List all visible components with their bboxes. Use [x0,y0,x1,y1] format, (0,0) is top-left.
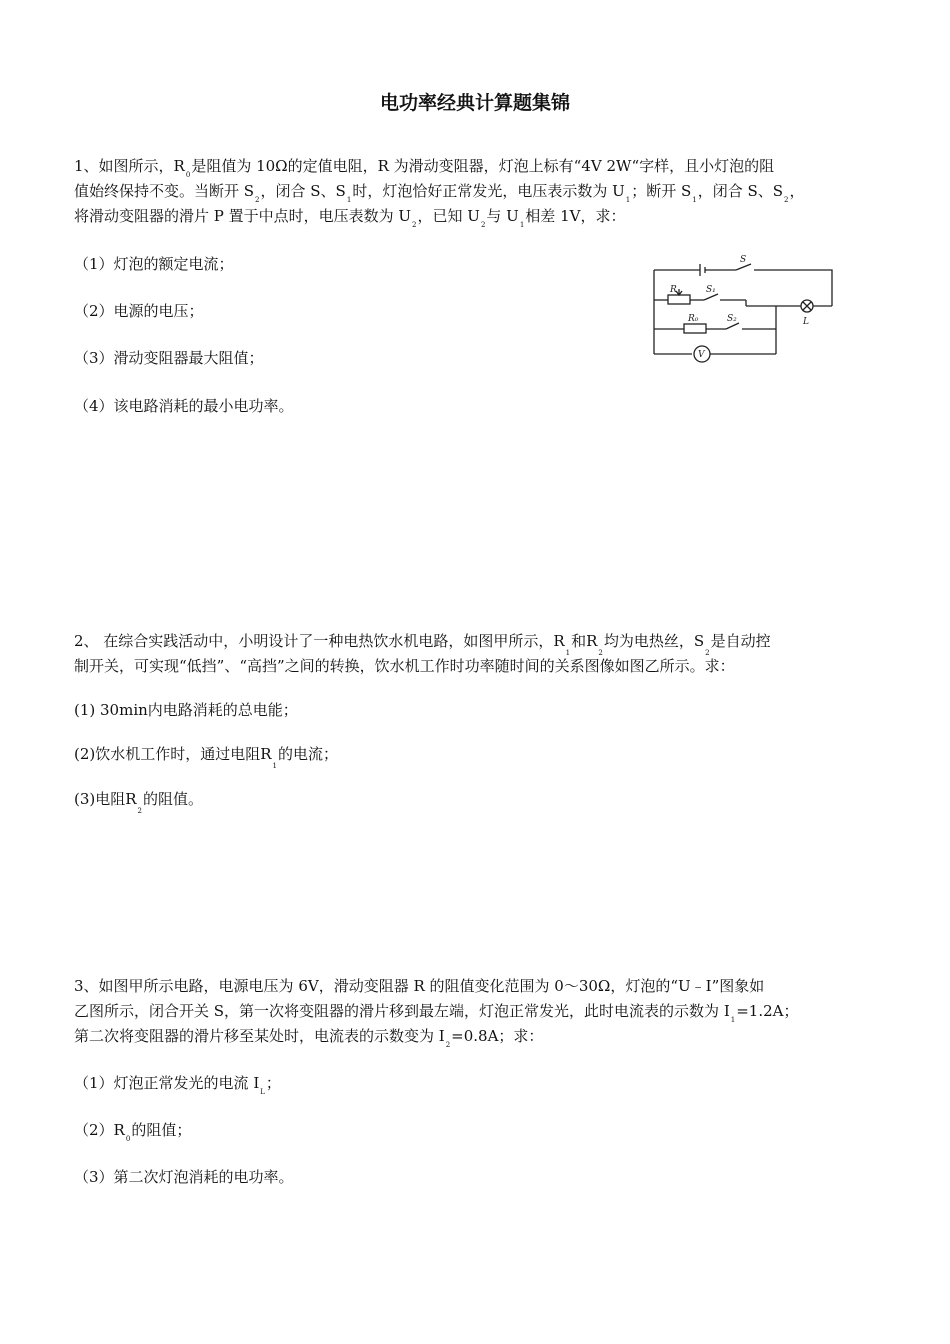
q3-line-2: 乙图所示，闭合开关 S，第一次将变阻器的滑片移到最左端，灯泡正常发光，此时电流表的示数为 $I_1=1.2A$； [74,1002,799,1024]
q2-item-3: (3)电阻$R_2$的阻值。 [74,790,204,815]
circuit-label-r: R [670,285,677,295]
q1-circuit-diagram [648,254,843,366]
q3-item-3: （3）第二次灯泡消耗的电功率。 [74,1168,294,1186]
q1-item-1: （1）灯泡的额定电流； [74,255,234,273]
q1-item-2: （2）电源的电压； [74,302,204,320]
circuit-label-l: L [803,317,809,327]
circuit-label-s1: S₁ [706,285,716,295]
circuit-label-s2: S₂ [727,314,737,324]
q3-line-3: 第二次将变阻器的滑片移至某处时，电流表的示数变为 $I_2=0.8A$；求： [74,1027,544,1049]
q1-item-4: （4）该电路消耗的最小电功率。 [74,397,294,415]
q1-item-3: （3）滑动变阻器最大阻值； [74,349,264,367]
q2-item-2: (2)饮水机工作时，通过电阻$R_1$的电流； [74,745,339,770]
page-title: 电功率经典计算题集锦 [379,92,570,114]
q3-item-1: （1）灯泡正常发光的电流 $I_L$； [74,1074,281,1096]
q1-line-3: 将滑动变阻器的滑片 P 置于中点时，电压表数为 $U_2$，已知 $U_2$与 $U_1$相差 1V，求： [74,207,626,229]
circuit-label-s: S [740,255,747,265]
circuit-label-v: V [698,350,705,360]
q2-line-1: 2、 在综合实践活动中，小明设计了一种电热饮水机电路，如图甲所示，$R_1$和$R_2$均为电热丝，$S_2$是自动控 [74,632,771,657]
q2-line-2: 制开关，可实现“低挡”、“高挡”之间的转换，饮水机工作时功率随时间的关系图像如图乙所示。求： [74,657,735,675]
q3-item-2: $(2)R_0$的阻值； [74,1121,192,1143]
circuit-label-r0: R₀ [688,314,699,324]
q1-line-2: 值始终保持不变。当断开 $S_2$，闭合 S、$S_1$时，灯泡恰好正常发光，电压表示数为 $U_1$；断开 $S_1$，闭合 S、$S_2$， [74,182,805,204]
q1-line-1: 1、如图所示，$R_0$是阻值为 10Ω的定值电阻，R 为滑动变阻器，灯泡上标有“4V 2W“字样，且小灯泡的阻 [74,157,775,179]
q2-item-1: (1) 30min内电路消耗的总电能； [74,701,298,719]
q3-line-1: 3、如图甲所示电路，电源电压为 6V，滑动变阻器 R 的阻值变化范围为 0～30Ω，灯泡的“U﹣I”图象如 [74,977,765,995]
